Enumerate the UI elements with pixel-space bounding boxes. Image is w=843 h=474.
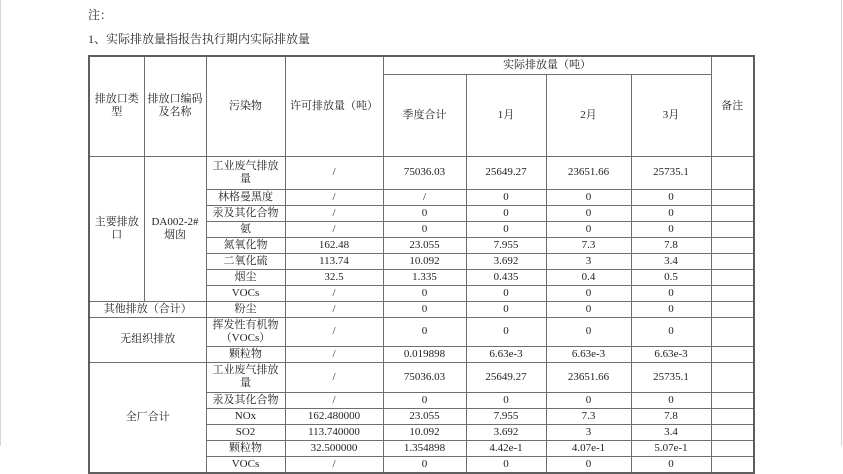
cell-month2: 0 bbox=[546, 221, 631, 237]
cell-quarter: 0.019898 bbox=[383, 346, 466, 362]
cell-remark bbox=[711, 408, 754, 424]
header-quarter-total: 季度合计 bbox=[383, 74, 466, 156]
note-title: 注： bbox=[88, 8, 113, 22]
cell-quarter: / bbox=[383, 189, 466, 205]
cell-permitted: 162.480000 bbox=[285, 408, 383, 424]
cell-pollutant: SO2 bbox=[206, 424, 285, 440]
cell-month3: 3.4 bbox=[631, 253, 711, 269]
cell-remark bbox=[711, 221, 754, 237]
cell-quarter: 10.092 bbox=[383, 424, 466, 440]
cell-remark bbox=[711, 253, 754, 269]
cell-remark bbox=[711, 317, 754, 346]
cell-month3: 5.07e-1 bbox=[631, 440, 711, 456]
cell-month3: 0 bbox=[631, 301, 711, 317]
cell-month2: 0 bbox=[546, 205, 631, 221]
cell-remark bbox=[711, 362, 754, 392]
cell-month3: 3.4 bbox=[631, 424, 711, 440]
cell-quarter: 0 bbox=[383, 301, 466, 317]
note-line: 1、实际排放量指报告执行期内实际排放量 bbox=[88, 32, 311, 46]
cell-month3: 7.8 bbox=[631, 237, 711, 253]
cell-month3: 25735.1 bbox=[631, 156, 711, 189]
cell-month1: 0 bbox=[466, 205, 546, 221]
cell-permitted: / bbox=[285, 205, 383, 221]
header-month3: 3月 bbox=[631, 74, 711, 156]
cell-quarter: 0 bbox=[383, 285, 466, 301]
cell-month1: 0 bbox=[466, 317, 546, 346]
cell-permitted: / bbox=[285, 221, 383, 237]
cell-month3: 0 bbox=[631, 205, 711, 221]
cell-pollutant: 氨 bbox=[206, 221, 285, 237]
cell-month1: 4.42e-1 bbox=[466, 440, 546, 456]
cell-quarter: 1.354898 bbox=[383, 440, 466, 456]
cell-remark bbox=[711, 440, 754, 456]
cell-month3: 25735.1 bbox=[631, 362, 711, 392]
cell-pollutant: 汞及其化合物 bbox=[206, 392, 285, 408]
cell-month2: 6.63e-3 bbox=[546, 346, 631, 362]
cell-month3: 0 bbox=[631, 285, 711, 301]
cell-quarter: 75036.03 bbox=[383, 362, 466, 392]
cell-month3: 0 bbox=[631, 221, 711, 237]
cell-permitted: / bbox=[285, 156, 383, 189]
cell-remark bbox=[711, 424, 754, 440]
cell-month1: 0 bbox=[466, 221, 546, 237]
cell-quarter: 23.055 bbox=[383, 237, 466, 253]
header-outlet-code: 排放口编码及名称 bbox=[144, 56, 206, 156]
cell-month2: 3 bbox=[546, 424, 631, 440]
cell-month1: 0 bbox=[466, 301, 546, 317]
cell-remark bbox=[711, 301, 754, 317]
cell-month3: 0 bbox=[631, 189, 711, 205]
cell-month2: 0 bbox=[546, 189, 631, 205]
cell-month2: 23651.66 bbox=[546, 156, 631, 189]
cell-pollutant: NOx bbox=[206, 408, 285, 424]
header-actual-group: 实际排放量（吨） bbox=[383, 56, 711, 74]
cell-pollutant: VOCs bbox=[206, 285, 285, 301]
cell-pollutant: 汞及其化合物 bbox=[206, 205, 285, 221]
cell-month2: 0 bbox=[546, 456, 631, 473]
cell-month3: 0 bbox=[631, 456, 711, 473]
cell-permitted: 32.5 bbox=[285, 269, 383, 285]
cell-month3: 0 bbox=[631, 317, 711, 346]
cell-month2: 0 bbox=[546, 392, 631, 408]
cell-permitted: / bbox=[285, 392, 383, 408]
cell-quarter: 0 bbox=[383, 221, 466, 237]
cell-month2: 4.07e-1 bbox=[546, 440, 631, 456]
cell-pollutant: 二氧化硫 bbox=[206, 253, 285, 269]
cell-month1: 0 bbox=[466, 392, 546, 408]
cell-permitted: / bbox=[285, 346, 383, 362]
header-month2: 2月 bbox=[546, 74, 631, 156]
cell-pollutant: 工业废气排放量 bbox=[206, 362, 285, 392]
cell-pollutant: 林格曼黑度 bbox=[206, 189, 285, 205]
cell-remark bbox=[711, 237, 754, 253]
cell-permitted: 113.74 bbox=[285, 253, 383, 269]
emissions-table bbox=[88, 55, 755, 474]
cell-month1: 7.955 bbox=[466, 408, 546, 424]
cell-pollutant: 氮氧化物 bbox=[206, 237, 285, 253]
cell-pollutant: 颗粒物 bbox=[206, 346, 285, 362]
cell-month2: 0 bbox=[546, 285, 631, 301]
cell-permitted: / bbox=[285, 285, 383, 301]
header-outlet-type: 排放口类型 bbox=[89, 56, 144, 156]
cell-remark bbox=[711, 189, 754, 205]
cell-permitted: / bbox=[285, 362, 383, 392]
cell-month3: 7.8 bbox=[631, 408, 711, 424]
cell-pollutant: 颗粒物 bbox=[206, 440, 285, 456]
cell-month2: 0.4 bbox=[546, 269, 631, 285]
cell-month3: 0.5 bbox=[631, 269, 711, 285]
cell-month1: 7.955 bbox=[466, 237, 546, 253]
cell-month2: 0 bbox=[546, 317, 631, 346]
cell-month3: 6.63e-3 bbox=[631, 346, 711, 362]
group-main-outlet-code: DA002-2#烟囱 bbox=[144, 156, 206, 301]
cell-month2: 0 bbox=[546, 301, 631, 317]
cell-month1: 0.435 bbox=[466, 269, 546, 285]
header-pollutant: 污染物 bbox=[206, 56, 285, 156]
cell-quarter: 1.335 bbox=[383, 269, 466, 285]
cell-quarter: 0 bbox=[383, 392, 466, 408]
cell-permitted: 162.48 bbox=[285, 237, 383, 253]
cell-month1: 25649.27 bbox=[466, 156, 546, 189]
header-permitted: 许可排放量（吨） bbox=[285, 56, 383, 156]
page-edge-left bbox=[0, 0, 1, 446]
cell-pollutant: 工业废气排放量 bbox=[206, 156, 285, 189]
cell-quarter: 75036.03 bbox=[383, 156, 466, 189]
header-remark: 备注 bbox=[711, 56, 754, 156]
cell-remark bbox=[711, 269, 754, 285]
cell-month2: 7.3 bbox=[546, 408, 631, 424]
page-edge-right bbox=[841, 0, 842, 446]
cell-month3: 0 bbox=[631, 392, 711, 408]
cell-pollutant: VOCs bbox=[206, 456, 285, 473]
cell-month1: 3.692 bbox=[466, 424, 546, 440]
cell-month2: 23651.66 bbox=[546, 362, 631, 392]
group-other-outlet-type: 其他排放（合计） bbox=[89, 301, 206, 317]
cell-remark bbox=[711, 456, 754, 473]
cell-month1: 0 bbox=[466, 285, 546, 301]
group-plant-total: 全厂合计 bbox=[89, 362, 206, 473]
cell-pollutant: 烟尘 bbox=[206, 269, 285, 285]
cell-permitted: / bbox=[285, 317, 383, 346]
cell-month1: 3.692 bbox=[466, 253, 546, 269]
header-month1: 1月 bbox=[466, 74, 546, 156]
cell-month2: 3 bbox=[546, 253, 631, 269]
cell-pollutant: 粉尘 bbox=[206, 301, 285, 317]
cell-quarter: 0 bbox=[383, 456, 466, 473]
cell-remark bbox=[711, 392, 754, 408]
cell-quarter: 23.055 bbox=[383, 408, 466, 424]
cell-quarter: 0 bbox=[383, 205, 466, 221]
cell-quarter: 10.092 bbox=[383, 253, 466, 269]
cell-permitted: 113.740000 bbox=[285, 424, 383, 440]
cell-remark bbox=[711, 205, 754, 221]
cell-permitted: 32.500000 bbox=[285, 440, 383, 456]
group-fugitive-type: 无组织排放 bbox=[89, 317, 206, 362]
cell-pollutant: 挥发性有机物（VOCs） bbox=[206, 317, 285, 346]
cell-month2: 7.3 bbox=[546, 237, 631, 253]
cell-permitted: / bbox=[285, 189, 383, 205]
cell-month1: 25649.27 bbox=[466, 362, 546, 392]
cell-quarter: 0 bbox=[383, 317, 466, 346]
cell-month1: 6.63e-3 bbox=[466, 346, 546, 362]
cell-month1: 0 bbox=[466, 189, 546, 205]
cell-permitted: / bbox=[285, 456, 383, 473]
cell-month1: 0 bbox=[466, 456, 546, 473]
cell-remark bbox=[711, 346, 754, 362]
cell-permitted: / bbox=[285, 301, 383, 317]
cell-remark bbox=[711, 156, 754, 189]
cell-remark bbox=[711, 285, 754, 301]
group-main-outlet-type: 主要排放口 bbox=[89, 156, 144, 301]
